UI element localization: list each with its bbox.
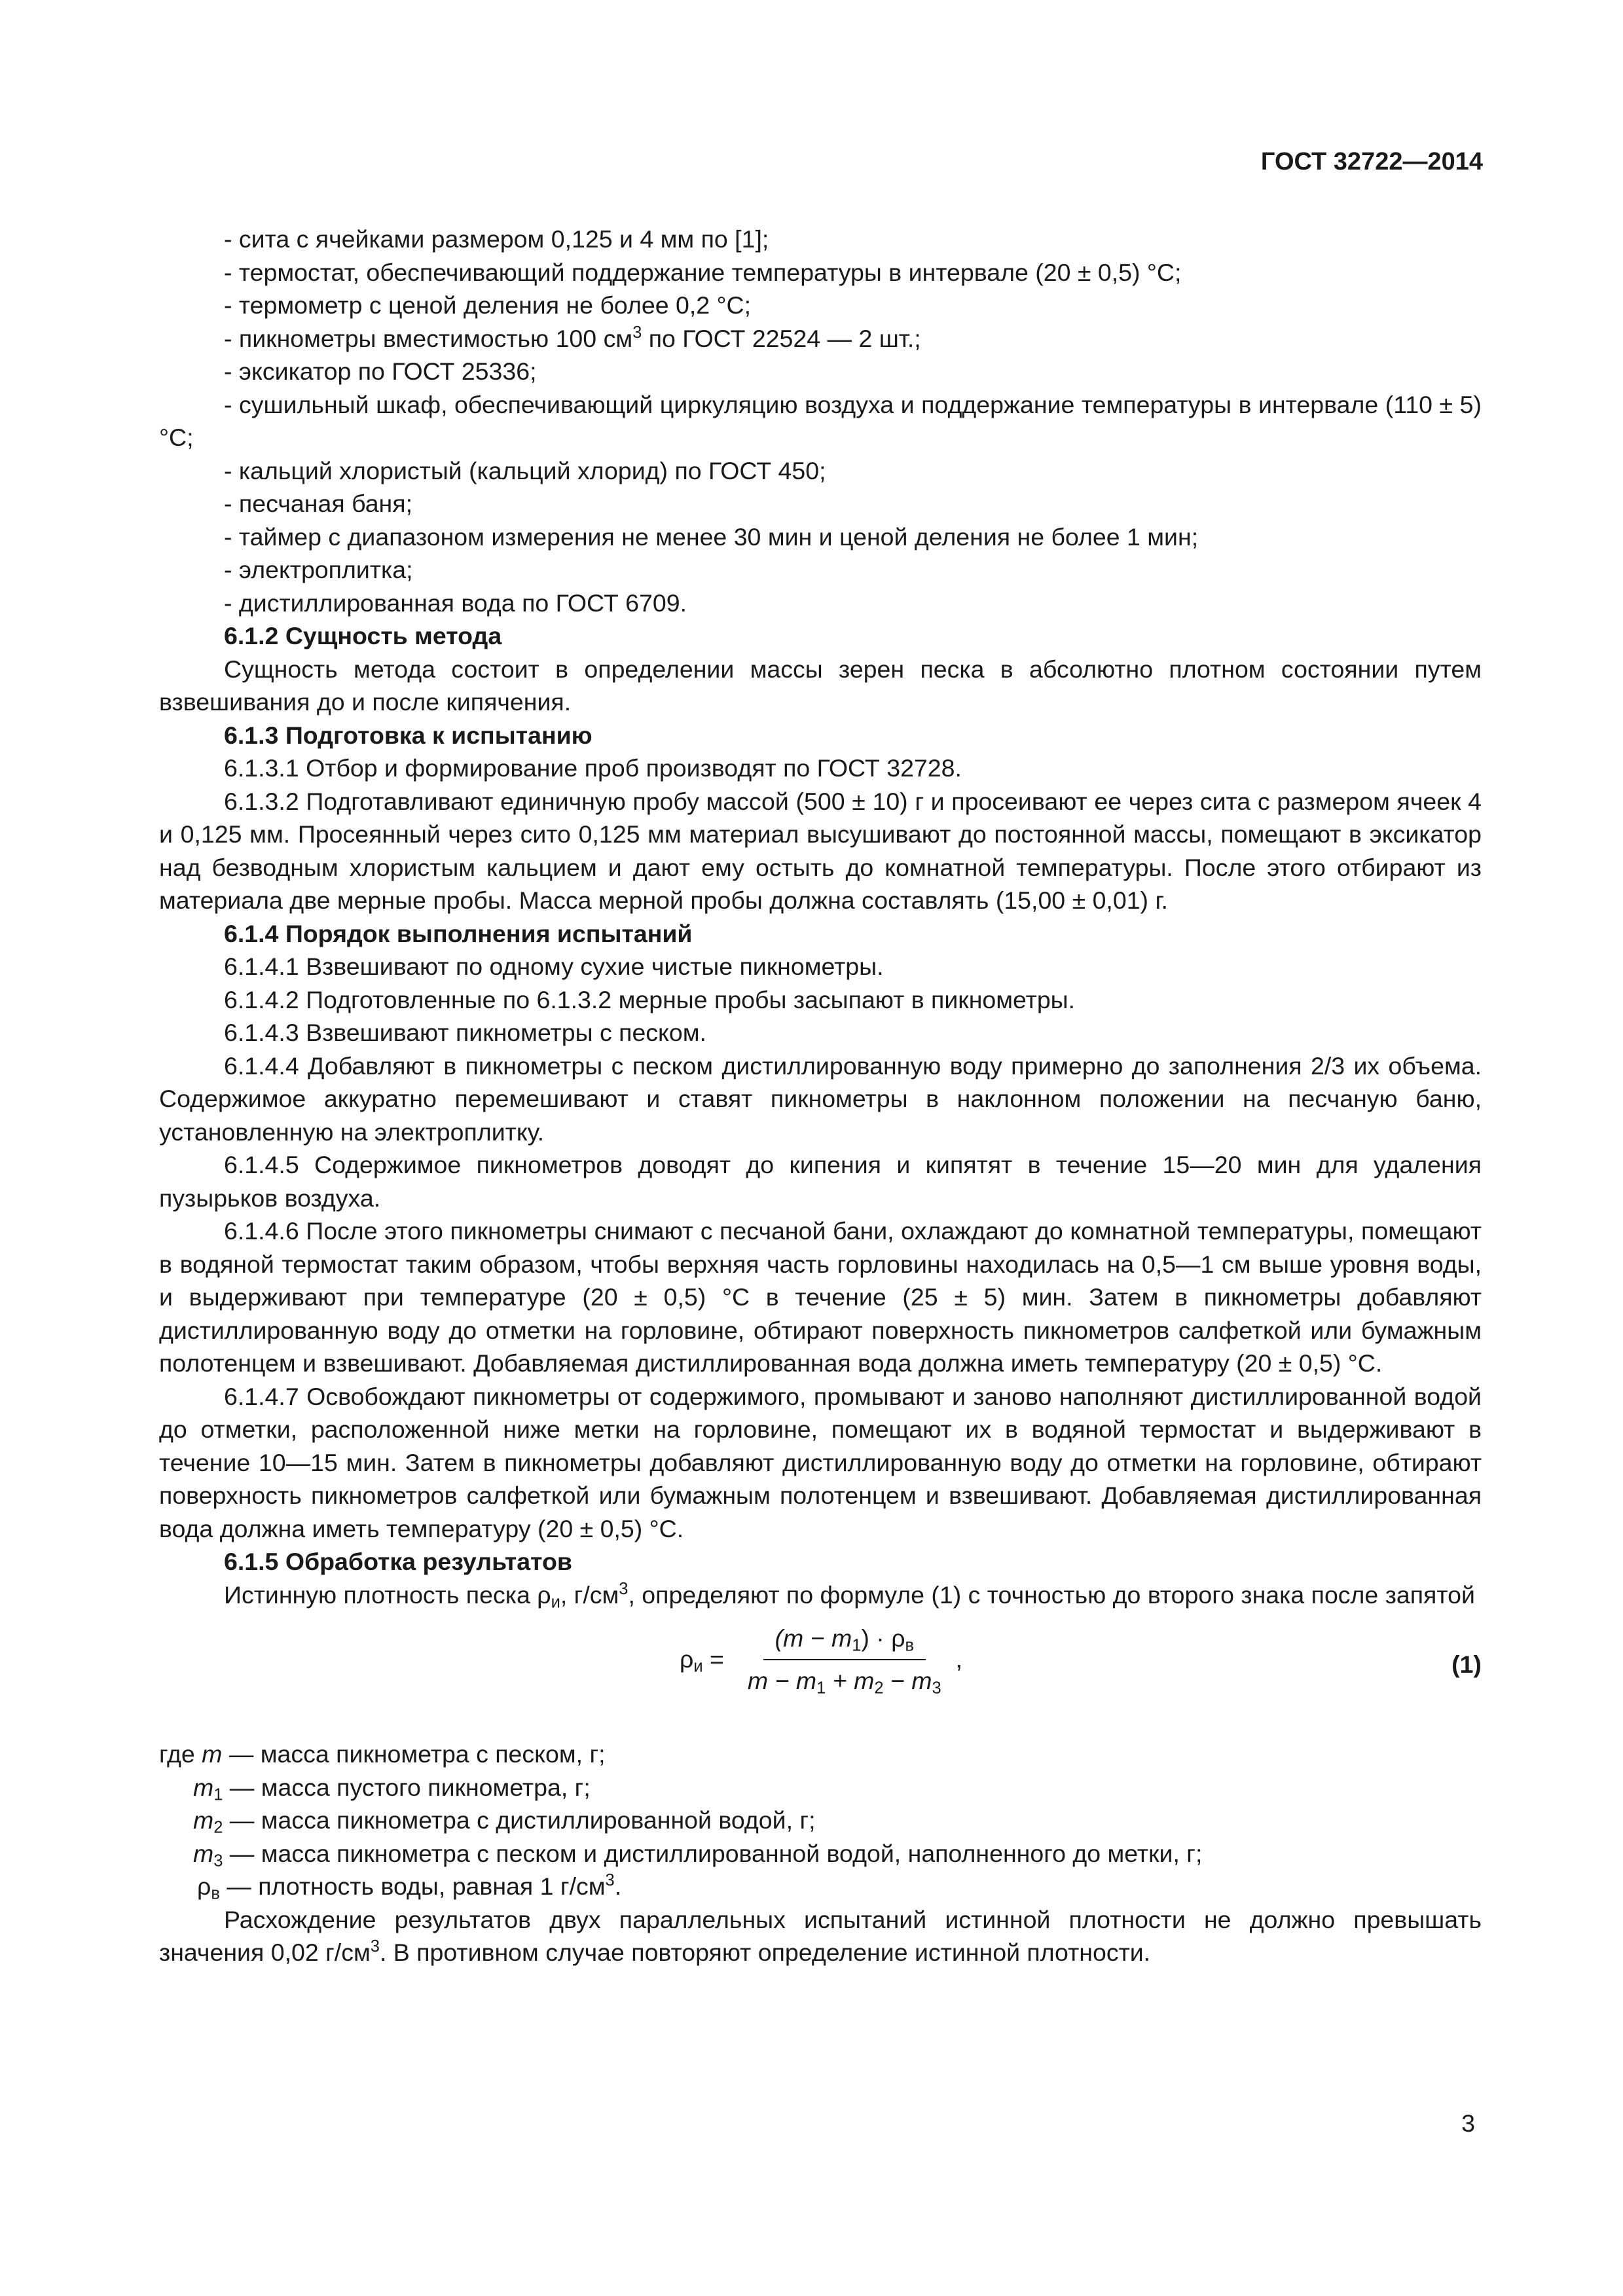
paragraph: 6.1.3.2 Подготавливают единичную пробу массой (500 ± 10) г и просеивают ее через сита с размером ячеек 4 и 0,125 мм. Просеянный через сито 0,125 мм материал высушивают до постоянной массы, помещают в эксикатор над безводным хлористым кальцием и дают ему остыть до комнатной температуры. После этого отбирают из материала две мерные пробы. Масса мерной пробы должна составлять (15,00 ± 0,01) г. — [159, 787, 1482, 914]
paragraph: 6.1.4.7 Освобождают пикнометры от содержимого, промывают и заново наполняют дистиллированной водой до отметки, расположенной ниже метки на горловине, помещают их в водяной термостат и выдерживают в течение 10—15 мин. Затем в пикнометры добавляют дистиллированную воду до отметки на горловине, обтирают поверхность пикнометров салфеткой или бумажным полотенцем и взвешивают. Добавляемая дистиллированная вода должна иметь температуру (20 ± 0,5) °С. — [159, 1382, 1482, 1542]
paragraph: 6.1.4.1 Взвешивают по одному сухие чистые пикнометры. — [224, 953, 884, 980]
paragraph: Истинную плотность песка $\rho_и$, $г/см^3$, определяют по формуле (1) с точностью до второго знака после запятой — [224, 1579, 1475, 1611]
paragraph: 6.1.3.1 Отбор и формирование проб производят по ГОСТ 32728. — [224, 754, 962, 782]
equipment-item: - песчаная баня; — [224, 490, 412, 517]
formula-legend — [159, 1738, 1482, 1903]
paragraph: 6.1.4.2 Подготовленные по 6.1.3.2 мерные пробы засыпают в пикнометры. — [224, 985, 1076, 1013]
formula-denominator: $m - m_1 + m_2 - m_3$ — [747, 1666, 941, 1697]
legend-item: $m_1$ — масса пустого пикнометра, г; — [193, 1773, 591, 1804]
formula-comma: , — [955, 1645, 963, 1673]
equipment-item: - дистиллированная вода по ГОСТ 6709. — [224, 589, 687, 617]
paragraph: 6.1.4.3 Взвешивают пикнометры с песком. — [224, 1019, 706, 1046]
density-formula — [680, 1622, 962, 1697]
legend-item: $m_3$ — масса пикнометра с песком и дистиллированной водой, наполненного до метки, г; — [193, 1839, 1203, 1870]
equipment-item: - кальций хлористый (кальций хлорид) по ГОСТ 450; — [224, 456, 826, 484]
equipment-item: - пикнометры вместимостью 100 $см^3$ по ГОСТ 22524 — 2 шт.; — [224, 323, 921, 352]
legend-item: $m_2$ — масса пикнометра с дистиллированной водой, г; — [193, 1806, 816, 1837]
formula-block — [159, 1616, 1482, 1738]
equipment-item: - термостат, обеспечивающий поддержание температуры в интервале (20 ± 0,5) °С; — [224, 258, 1182, 286]
section-heading-6-1-4: 6.1.4 Порядок выполнения испытаний — [224, 919, 693, 947]
paragraph: 6.1.4.5 Содержимое пикнометров доводят до кипения и кипятят в течение 15—20 мин для удаления пузырьков воздуха. — [159, 1151, 1482, 1212]
section-heading-6-1-2: 6.1.2 Сущность метода — [224, 622, 502, 649]
equipment-item: - эксикатор по ГОСТ 25336; — [224, 357, 537, 385]
equipment-item: - электроплитка; — [224, 556, 413, 583]
legend-item: $\rho_в$ — плотность воды, равная 1 $г/см^3$. — [197, 1870, 622, 1903]
formula-numerator: $(m - m_1) \cdot \rho_в$ — [763, 1622, 926, 1660]
page-number: 3 — [1461, 2109, 1475, 2137]
equipment-item: - сита с ячейками размером 0,125 и 4 мм по [1]; — [224, 225, 769, 253]
equipment-item: - термометр с ценой деления не более 0,2 °С; — [224, 291, 752, 319]
formula-fraction — [736, 1622, 953, 1697]
paragraph: Расхождение результатов двух параллельных испытаний истинной плотности не должно превышать значения 0,02 $г/см^3$. В противном случае повторяют определение истинной плотности. — [159, 1905, 1482, 1966]
document-number: ГОСТ 32722—2014 — [1260, 148, 1483, 175]
document-body — [159, 223, 1482, 1969]
formula-number: (1) — [1451, 1650, 1482, 1678]
paragraph: 6.1.4.6 После этого пикнометры снимают с песчаной бани, охлаждают до комнатной температуры, помещают в водяной термостат таким образом, чтобы верхняя часть горловины находилась на 0,5—1 см выше уровня воды, и выдерживают при температуре (20 ± 0,5) °С в течение (25 ± 5) мин. Затем в пикнометры добавляют дистиллированную воду до отметки на горловине, обтирают поверхность пикнометров салфеткой или бумажным полотенцем и взвешивают. Добавляемая дистиллированная вода должна иметь температуру (20 ± 0,5) °С. — [159, 1217, 1482, 1377]
paragraph: 6.1.4.4 Добавляют в пикнометры с песком дистиллированную воду примерно до заполнения 2/3 их объема. Содержимое аккуратно перемешивают и ставят пикнометры в наклонном положении на песчаную баню, установленную на электроплитку. — [159, 1051, 1482, 1146]
paragraph: Сущность метода состоит в определении массы зерен песка в абсолютно плотном состоянии путем взвешивания до и после кипячения. — [159, 655, 1482, 716]
equipment-item: - сушильный шкаф, обеспечивающий циркуляцию воздуха и поддержание температуры в интервале (110 ± 5) °С; — [159, 390, 1482, 451]
equipment-item: - таймер с диапазоном измерения не менее 30 мин и ценой деления не более 1 мин; — [224, 522, 1199, 551]
formula-lhs: $\rho_и$ = — [680, 1645, 724, 1676]
legend-item: где m — масса пикнометра с песком, г; — [159, 1740, 606, 1768]
section-heading-6-1-3: 6.1.3 Подготовка к испытанию — [224, 721, 593, 749]
equipment-list — [159, 223, 1482, 619]
section-heading-6-1-5: 6.1.5 Обработка результатов — [224, 1548, 572, 1575]
